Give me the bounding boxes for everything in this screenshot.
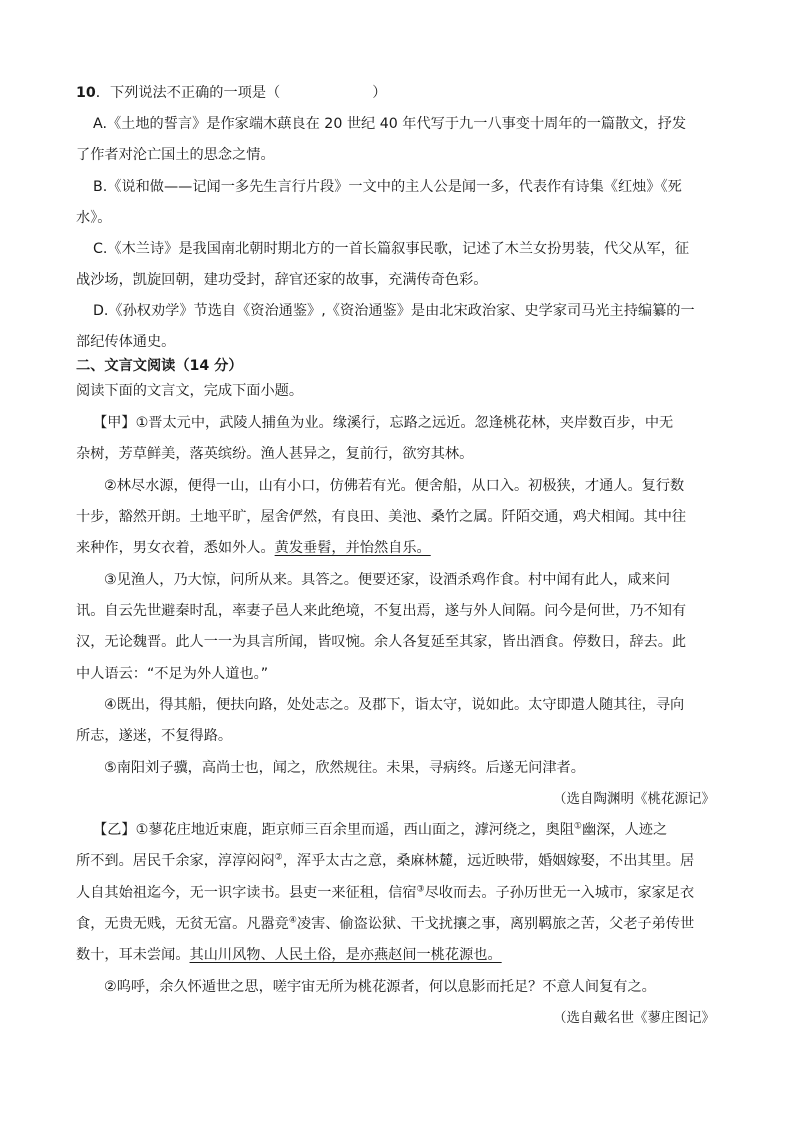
yi-p1-line-4: 食，无贵无贱，无贫无富。凡嚣竞④凌害、偷盗讼狱、干戈扰攘之事，离别羁旅之苦，父老子弟传世 — [76, 915, 695, 932]
yi-p2-line-1: ②呜呼，余久怀遁世之思，嗟宇宙无所为桃花源者，何以息影而托足？不意人间复有之。 — [104, 979, 656, 995]
option-d-line-2: 部纪传体通史。 — [76, 334, 176, 350]
footnote-marker: ③ — [416, 884, 425, 895]
option-d-line-1: D.《孙权劝学》节选自《资治通鉴》,《资治通鉴》是由北宋政治家、史学家司马光主持编纂的一 — [93, 303, 695, 319]
jia-p4-line-1: ④既出，得其船，便扶向路，处处志之。及郡下，诣太守，说如此。太守即遣人随其往，寻向 — [104, 697, 685, 713]
option-a-line-1: A.《土地的誓言》是作家端木蕻良在 20 世纪 40 年代写于九一八事变十周年的一篇散文，抒发 — [93, 116, 687, 132]
option-b-line-1: B.《说和做——记闻一多先生言行片段》一文中的主人公是闻一多，代表作有诗集《红烛》《死 — [93, 179, 682, 195]
section-instruction: 阅读下面的文言文，完成下面小题。 — [76, 383, 304, 399]
jia-p4-line-2: 所志，遂迷，不复得路。 — [76, 728, 233, 744]
jia-p2-line-3: 来种作，男女衣着，悉如外人。黄发垂髫，并怡然自乐。 — [76, 540, 431, 556]
question-10-stem: 10．下列说法不正确的一项是（ ） — [76, 85, 387, 101]
option-c-line-1: C.《木兰诗》是我国南北朝时期北方的一首长篇叙事民歌，记述了木兰女扮男装，代父从军，征 — [93, 241, 690, 257]
footnote-marker: ① — [573, 821, 582, 832]
footnote-marker: ④ — [288, 915, 297, 926]
jia-p3-line-3: 汉，无论魏晋。此人一一为具言所闻，皆叹惋。余人各复延至其家，皆出酒食。停数日，辞去。此 — [76, 634, 687, 650]
yi-p1-line-3: 人自其始祖迄今，无一识字读书。县吏一来征租，信宿③尽收而去。子孙历世无一入城市，家家足衣 — [76, 884, 695, 901]
jia-p2-line-2: 十步，豁然开朗。土地平旷，屋舍俨然，有良田、美池、桑竹之属。阡陌交通，鸡犬相闻。其中往 — [76, 509, 687, 525]
yi-p1-line-5: 数十，耳未尝闻。其山川风物、人民土俗，是亦燕赵间一桃花源也。 — [76, 947, 502, 963]
jia-p3-line-1: ③见渔人，乃大惊，问所从来。具答之。便要还家，设酒杀鸡作食。村中闻有此人，咸来问 — [104, 572, 671, 588]
jia-p3-line-4: 中人语云：“不足为外人道也。” — [76, 666, 269, 682]
section-title: 二、文言文阅读（14 分） — [76, 358, 243, 374]
jia-p3-line-2: 讯。自云先世避秦时乱，率妻子邑人来此绝境，不复出焉，遂与外人间隔。问今是何世，乃不知有 — [76, 603, 687, 619]
jia-p1-line-1: 【甲】①晋太元中，武陵人捕鱼为业。缘溪行，忘路之远近。忽逢桃花林，夹岸数百步，中无 — [93, 415, 674, 431]
option-c-line-2: 战沙场，凯旋回朝，建功受封，辞官还家的故事，充满传奇色彩。 — [76, 272, 488, 288]
jia-p2-line-1: ②林尽水源，便得一山，山有小口，仿佛若有光。便舍船，从口入。初极狭，才通人。复行数 — [104, 478, 685, 494]
jia-p5-line-1: ⑤南阳刘子骥，高尚士也，闻之，欣然规往。未果，寻病终。后遂无问津者。 — [104, 760, 585, 776]
yi-p1-line-2: 所不到。居民千余家，淳淳闷闷②，浑乎太古之意，桑麻林麓，远近映带，婚姻嫁娶，不出其里。居 — [76, 852, 695, 869]
jia-p1-line-2: 杂树，芳草鲜美，落英缤纷。渔人甚异之，复前行，欲穷其林。 — [76, 446, 474, 462]
underlined-sentence: 其山川风物、人民土俗，是亦燕赵间一桃花源也。 — [189, 947, 502, 963]
underlined-sentence: 黄发垂髫，并怡然自乐。 — [274, 540, 431, 556]
option-a-line-2: 了作者对沦亡国土的思念之情。 — [76, 147, 275, 163]
yi-source: （选自戴名世《蓼庄图记》 — [553, 1010, 715, 1026]
option-b-line-2: 水》。 — [76, 210, 112, 226]
yi-p1-line-1: 【乙】①蓼花庄地近束鹿，距京师三百余里而遥，西山面之，滹河绕之，奥阻①幽深，人迹之 — [93, 821, 668, 838]
question-number: 10 — [76, 85, 96, 101]
jia-source: （选自陶渊明《桃花源记》 — [553, 791, 715, 807]
footnote-marker: ② — [274, 852, 283, 863]
